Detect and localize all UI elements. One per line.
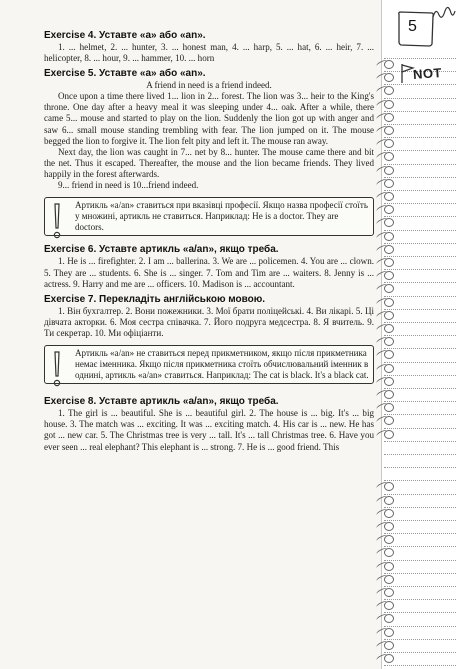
ruled-line (384, 480, 457, 481)
ruled-line (384, 190, 457, 191)
grammar-note-adjectives (44, 345, 374, 384)
ruled-line (384, 164, 457, 165)
ruled-line (384, 520, 457, 521)
ruled-line (384, 230, 457, 231)
page-number: 5 (408, 18, 417, 35)
ruled-line (384, 362, 457, 363)
ruled-line (384, 494, 457, 495)
exclamation-icon (50, 202, 64, 240)
ruled-line (384, 216, 457, 217)
ruled-line (384, 177, 457, 178)
ruled-line (384, 665, 457, 666)
ruled-line (384, 401, 457, 402)
ruled-line (384, 282, 457, 283)
ruled-line (384, 507, 457, 508)
ruled-line (384, 375, 457, 376)
exercise-5-title: Exercise 5. Уставте «a» або «an». (44, 68, 206, 80)
ruled-line (384, 652, 457, 653)
ruled-line (384, 296, 457, 297)
ruled-line (384, 441, 457, 442)
note-text-professions: Артикль «a/an» ставиться при вказівці професії. Якщо назва професії стоїть у множині, артикль не ставиться. Наприклад: He is a doctor. They are doctors. (75, 200, 368, 233)
ruled-line (384, 546, 457, 547)
ruled-line (384, 150, 457, 151)
ruled-line (384, 586, 457, 587)
ruled-line (384, 414, 457, 415)
exercise-6-title: Exercise 6. Уставте артикль «a/an», якщо треба. (44, 244, 279, 256)
ruled-line (384, 348, 457, 349)
ruled-line (384, 467, 457, 468)
ruled-line (384, 560, 457, 561)
exercise-4-text: 1. ... helmet, 2. ... hunter, 3. ... honest man, 4. ... harp, 5. ... hat, 6. ... heir, 7. ... helicopter, 8. ... hour, 9. ... hammer, 10. ... horn (44, 42, 374, 64)
main-column (44, 30, 374, 453)
ruled-line (384, 309, 457, 310)
ruled-line (384, 256, 457, 257)
exercise-6-text: 1. He is ... firefighter. 2. I am ... ballerina. 3. We are ... policemen. 4. You are ... clown. 5. They are ... students. 6. She is ... singer. 7. Tom and Tim are ... waiters. 8. Jenny is ... actress. 9. Harry and me are ... officers. 10. Madison is ... accountant. (44, 256, 374, 289)
ruled-line (384, 573, 457, 574)
squiggle-decoration-icon (432, 5, 456, 21)
ruled-line (384, 58, 457, 59)
exercise-5-paragraph-1: Once upon a time there lived 1... lion in 2... forest. The lion was 3... heir to the King's throne. One day after a heavy meal it was sleeping under 4... oak. After a while, there came 5... mouse and started to play on the lion. Suddenly the lion got up with anger and saw 6... small mouse standing trembling with fear. The lion jumped on it. The mouse begged the lion to forgive it. The lion felt pity and left it. The mouse ran away. (44, 91, 374, 146)
ruled-line (384, 639, 457, 640)
note-text-adjectives: Артикль «a/an» не ставиться перед прикметником, якщо після прикметника немає іменника. Якщо після прикметника стоїть обчислювальний іменник в однині, артикль «a/an» ставиться. Наприклад: The cat is black. It's a black cat. (75, 347, 369, 381)
exercise-5-paragraph-2: Next day, the lion was caught in 7... net by 8... hunter. The mouse came there and bit the net. Thus it escaped. Thereafter, the mouse and the lion became friends. They lived happily in the forest afterwards. (44, 146, 374, 179)
exercise-8-text: 1. The girl is ... beautiful. She is ... beautiful girl. 2. The house is ... big. It's ... big house. 3. The match was ... exciting. It was ... exciting match. 4. His car is ... new. He has got ... new car. 5. The Christmas tree is very ... tall. It's ... tall Christmas tree. 6. Have you ever seen ... real elephant? This elephant is ... strong. 7. He is ... good friend. This (44, 408, 374, 452)
ruled-line (384, 84, 457, 85)
ruled-line (384, 322, 457, 323)
ruled-line (384, 599, 457, 600)
exercise-7-text: 1. Він бухгалтер. 2. Вони пожежники. 3. Мої брати поліцейські. 4. Ви лікарі. 5. Ці дівчата акторки. 6. Моя сестра співачка. 7. Його подруга медсестра. 8. Я вчитель. 9. Ти секретар. 10. Ми офіціанти. (44, 305, 374, 338)
ruled-line (384, 137, 457, 138)
exercise-8-title: Exercise 8. Уставте артикль «a/an», якщо треба. (44, 396, 279, 408)
ruled-line (384, 269, 457, 270)
ruled-line (384, 626, 457, 627)
notes-strip (381, 0, 457, 669)
exercise-4-title: Exercise 4. Уставте «a» або «an». (44, 30, 206, 41)
ruled-line (384, 243, 457, 244)
ruled-line (384, 98, 457, 99)
ruled-line (384, 111, 457, 112)
ruled-line (384, 124, 457, 125)
ruled-line (384, 428, 457, 429)
exercise-7-title: Exercise 7. Перекладіть англійською мовою. (44, 293, 266, 305)
ruled-line (384, 454, 457, 455)
exercise-5-paragraph-3: 9... friend in need is 10...friend indeed. (58, 180, 199, 191)
ruled-line (384, 533, 457, 534)
story-title: A friend in need is a friend indeed. (146, 80, 272, 91)
ruled-line (384, 612, 457, 613)
ruled-line (384, 203, 457, 204)
ruled-line (384, 335, 457, 336)
exclamation-icon (50, 350, 64, 388)
grammar-note-professions (44, 197, 374, 236)
notes-label: NOT (412, 65, 443, 82)
ruled-line (384, 388, 457, 389)
